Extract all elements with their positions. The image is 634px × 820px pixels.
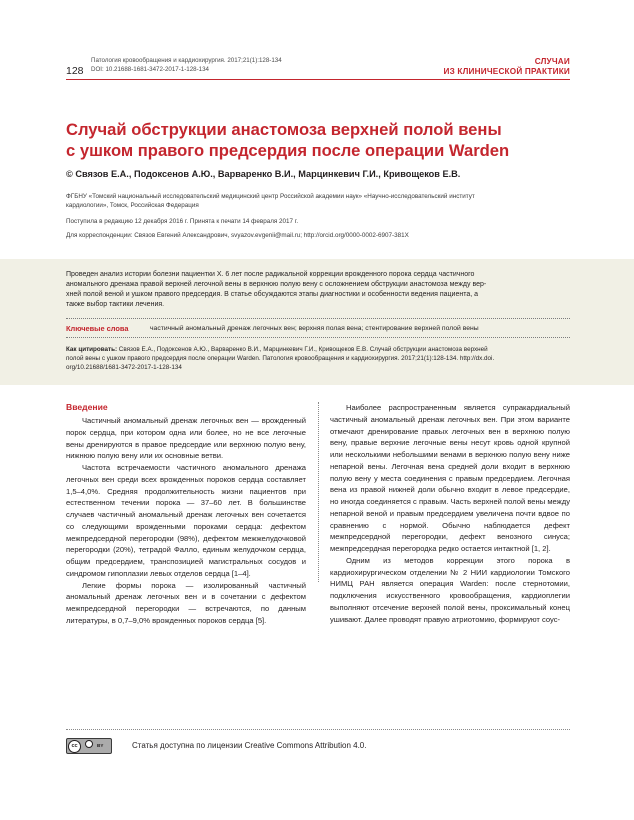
paragraph: Частота встречаемости частичного аномального дренажа легочных вен среди всех врожденных пороков сердца составляет 1,5–4,0%. Средняя продолжительность жизни пациентов при естественном течении порока — 37–60 лет. В большинстве случаев частичный аномальный дренаж легочных вен сочетается со следующими врожденными пороками сердца: дефектом межпредсердной перегородки (98%), дефектом межжелудочковой перегородки (20%), тетрадой Фалло, единым желудочком сердца, общим предсердием, транспозицией магистральных сосудов и синдромом гипоплазии левых отделов сердца [1–4]. [66, 463, 306, 578]
section-label [444, 57, 570, 76]
article-title [66, 119, 570, 161]
cite-line: полой вены с ушком правого предсердия после операции Warden. Патология кровообращения и кардиохирургия. 2017;21(1):128-134. http://dx.doi. [66, 355, 495, 362]
cite-label: Как цитировать: [66, 346, 118, 353]
abstract-line: аномального дренажа правой верхней легочной вены в верхнюю полую вену с осложнением обструкции анастомоза между вер- [66, 281, 487, 288]
abstract-line: хней полой веной и ушком правого предсердия. В статье обсуждаются этапы диагностики и особенности ведения пациента, а [66, 291, 479, 298]
correspondence[interactable]: Для корреспонденции: Связов Евгений Александрович, svyazov.evgenii@mail.ru; http://orcid.org/0000-0002-6907-381X [66, 232, 409, 239]
attribution-person-icon [85, 740, 93, 748]
right-column [330, 402, 570, 625]
left-column [66, 415, 306, 627]
how-to-cite [66, 345, 570, 372]
title-line1: Случай обструкции анастомоза верхней полой вены [66, 120, 502, 139]
affiliation-line1: ФГБНУ «Томский национальный исследовательский медицинский центр Российской академии наук» «Научно-исследовательский институт [66, 193, 475, 200]
keywords-bottom-divider [66, 337, 570, 338]
section-label-line2: ИЗ КЛИНИЧЕСКОЙ ПРАКТИКИ [443, 66, 570, 76]
cc-logo-icon: cc [68, 740, 81, 753]
keywords: частичный аномальный дренаж легочных вен; верхняя полая вена; стентирование верхней полой вены [150, 325, 479, 332]
paragraph: Частичный аномальный дренаж легочных вен — врожденный порок сердца, при котором одна или более, но не все легочные вены дренируются в правое предсердие или верхнюю полую вену, нижнюю полую вену или их основные ветви. [66, 416, 306, 461]
paragraph: Одним из методов коррекции этого порока в кардиохирургическом отделении № 2 НИИ кардиологии Томского НИМЦ РАН является операция Warden: после стернотомии, подключения искусственного кровообращения, кардиоплегии выполняют отсечение верхней полой вены, проксимальный конец ушивают. Далее проводят правую атриотомию, формируют соус- [330, 555, 570, 624]
keywords-top-divider [66, 318, 570, 319]
title-line2: с ушком правого предсердия после операции Warden [66, 141, 510, 160]
creative-commons-badge-icon[interactable] [66, 738, 112, 754]
doi[interactable]: DOI: 10.21688-1681-3472-2017-1-128-134 [91, 65, 209, 73]
abstract-line: Проведен анализ истории болезни пациентки Х. 6 лет после радикальной коррекции врожденного порока сердца частичного [66, 271, 475, 278]
journal-citation: Патология кровообращения и кардиохирургия. 2017;21(1):128-134 [91, 57, 282, 64]
journal-info [91, 57, 282, 74]
affiliation [66, 193, 566, 211]
paragraph: Легкие формы порока — изолированный частичный аномальный дренаж легочных вен и в сочетании с дефектом межпредсердной перегородки — встречаются, по данным литературы, в 0,7–9,0% врожденных пороков сердца [5]. [66, 580, 306, 625]
cite-line [66, 345, 570, 354]
section-heading-introduction: Введение [66, 402, 108, 412]
cite-text: Связов Е.А., Подоксенов А.Ю., Варваренко В.И., Марцинкевич Г.И., Кривощеков Е.В. Случай обструкции анастомоза верхней [117, 346, 488, 353]
authors: © Связов Е.А., Подоксенов А.Ю., Варваренко В.И., Марцинкевич Г.И., Кривощеков Е.В. [66, 169, 461, 179]
header-divider [66, 79, 570, 80]
keywords-label: Ключевые слова [66, 324, 129, 333]
paragraph: Наиболее распространенным является супракардиальный частичный аномальный дренаж легочных вен. При этом варианте отмечают дренирование правых легочных вен в верхнюю полую вену, правые верхние легочные вены несут кровь одной крупной или несколькими небольшими венами в верхнюю полую вену ниже непарной вены. Легочная вена средней доли входит в верхнюю полую вену у места соединения с правым предсердием. Легочная вена из правой нижней доли обычно входит в левое предсердие, но иногда соединяется с правым. Часть верхней полой вены между непарной веной и правым предсердием увеличена почти вдвое по сравнению с нормой. Обычно наблюдается дефект межпредсердной перегородки, дефект венозного синуса; межпредсердная перегородка редко остается интактной [1, 2]. [330, 403, 570, 553]
column-divider [318, 402, 319, 582]
affiliation-line2: кардиологии», Томск, Российская Федерация [66, 201, 199, 209]
footer-divider [66, 729, 570, 730]
page-number: 128 [66, 65, 84, 77]
abstract-line: также выбор тактики лечения. [66, 301, 165, 308]
section-label-line1: СЛУЧАИ [534, 57, 570, 66]
abstract-text [66, 270, 570, 310]
cite-line[interactable]: org/10.21688/1681-3472-2017-1-128-134 [66, 364, 182, 371]
received-dates: Поступила в редакцию 12 декабря 2016 г. Принята к печати 14 февраля 2017 г. [66, 218, 299, 225]
by-label: BY [97, 743, 104, 748]
license-text: Статья доступна по лицензии Creative Commons Attribution 4.0. [132, 741, 367, 750]
